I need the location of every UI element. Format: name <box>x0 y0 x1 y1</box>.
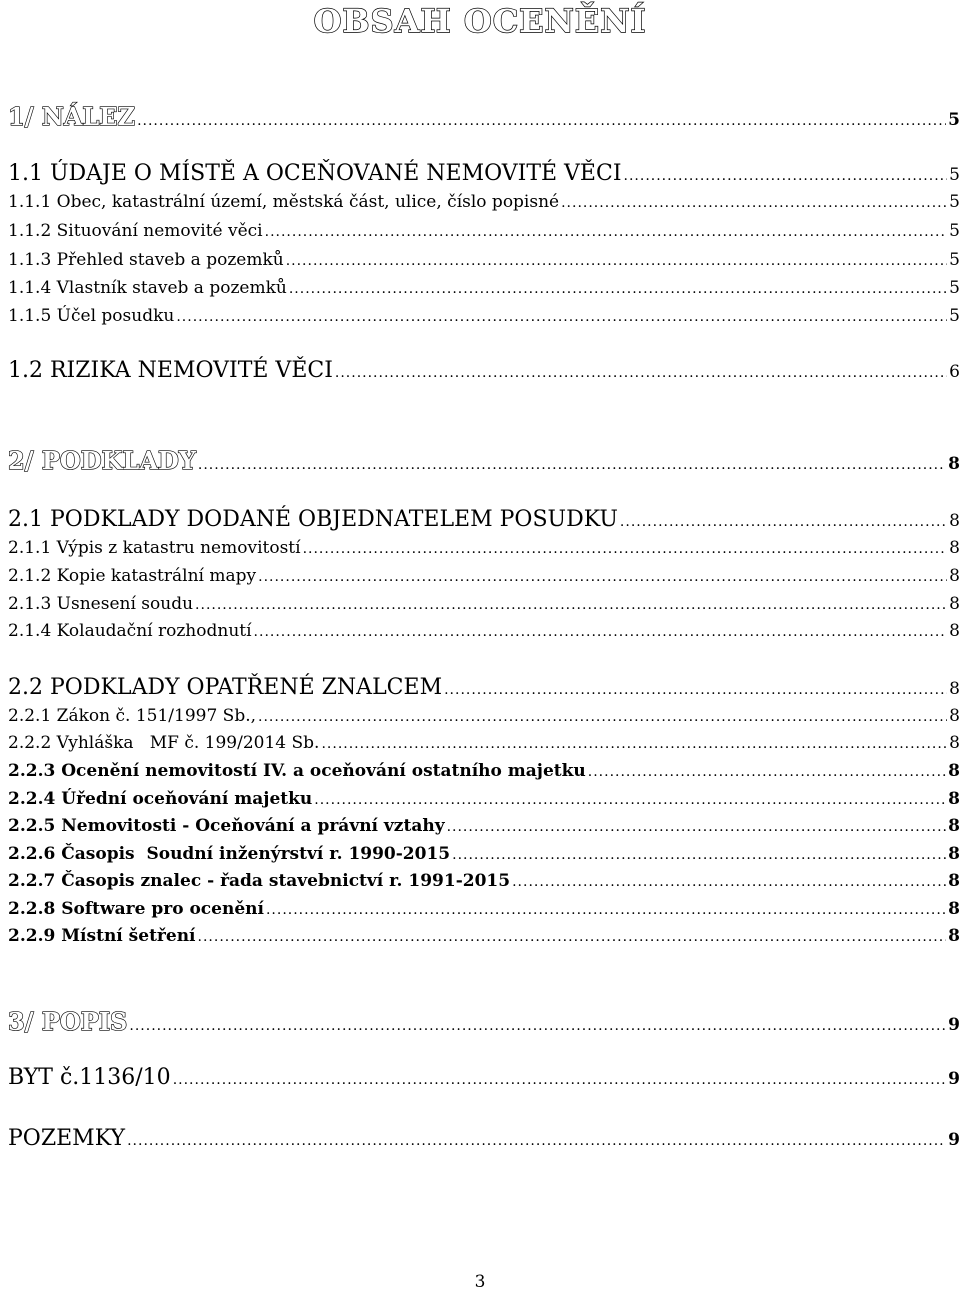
toc-entry-15 <box>8 675 960 700</box>
toc-leader <box>444 682 947 698</box>
page-number-footer: 3 <box>474 1272 486 1292</box>
toc-label: 1.1.4 Vlastník staveb a pozemků <box>8 278 287 298</box>
toc-page-number: 8 <box>948 789 960 809</box>
toc-leader <box>137 113 946 129</box>
toc-leader <box>127 1133 946 1149</box>
toc-entry-22 <box>8 871 960 891</box>
toc-label: 2.2.1 Zákon č. 151/1997 Sb., <box>8 706 257 726</box>
toc-entry-19 <box>8 789 960 809</box>
toc-leader <box>561 195 947 211</box>
toc-page-number: 8 <box>949 706 960 726</box>
toc-page-number: 8 <box>948 899 960 919</box>
toc-label: 1.1.5 Účel posudku <box>8 306 175 326</box>
toc-label: 2.1.3 Usnesení soudu <box>8 594 194 614</box>
toc-page-number: 8 <box>949 511 960 531</box>
toc-label: 2.2.2 Vyhláška MF č. 199/2014 Sb. <box>8 733 320 753</box>
toc-entry-6 <box>8 278 960 298</box>
toc-label: 3/ POPIS <box>8 1007 128 1036</box>
toc-label: 1.1 ÚDAJE O MÍSTĚ A OCEŇOVANÉ NEMOVITÉ VĚCI <box>8 161 622 186</box>
toc-entry-16 <box>8 706 960 726</box>
toc-page-number: 8 <box>948 761 960 781</box>
toc-leader <box>258 709 947 725</box>
toc-label: 2.1.4 Kolaudační rozhodnutí <box>8 621 252 641</box>
toc-page-number: 8 <box>948 816 960 836</box>
toc-label: 2.2 PODKLADY OPATŘENÉ ZNALCEM <box>8 675 443 700</box>
toc-page-number: 9 <box>948 1130 960 1150</box>
toc-leader <box>176 309 947 325</box>
toc-page-number: 5 <box>949 250 960 270</box>
toc-leader <box>286 253 947 269</box>
toc-leader <box>452 847 946 863</box>
toc-label: 1/ NÁLEZ <box>8 102 136 131</box>
toc-leader <box>303 541 948 557</box>
toc-page-number: 9 <box>948 1069 960 1089</box>
toc-page-number: 8 <box>948 871 960 891</box>
toc-label: 1.1.3 Přehled staveb a pozemků <box>8 250 284 270</box>
toc-page-number: 5 <box>949 221 960 241</box>
toc-entry-4 <box>8 221 960 241</box>
toc-leader <box>512 874 946 890</box>
toc-label: 1.1.2 Situování nemovité věci <box>8 221 263 241</box>
toc-entry-10 <box>8 507 960 532</box>
toc-entry-11 <box>8 538 960 558</box>
toc-entry-25 <box>8 1007 960 1036</box>
toc-page-number: 5 <box>949 278 960 298</box>
toc-label: 2.1.1 Výpis z katastru nemovitostí <box>8 538 301 558</box>
toc-leader <box>335 365 947 381</box>
toc-label: 2/ PODKLADY <box>8 446 196 475</box>
toc-page-number: 9 <box>948 1015 960 1035</box>
toc-leader <box>289 281 947 297</box>
toc-label: BYT č.1136/10 <box>8 1065 171 1090</box>
toc-leader <box>265 224 948 240</box>
toc-entry-23 <box>8 899 960 919</box>
toc-label: 2.2.6 Časopis Soudní inženýrství r. 1990-2015 <box>8 844 451 864</box>
toc-leader <box>266 902 946 918</box>
toc-page-number: 8 <box>948 844 960 864</box>
toc-entry-7 <box>8 306 960 326</box>
toc-entry-3 <box>8 192 960 212</box>
toc-label: POZEMKY <box>8 1126 126 1151</box>
toc-leader <box>624 168 948 184</box>
toc-label: 2.1.2 Kopie katastrální mapy <box>8 566 257 586</box>
toc-label: 2.2.4 Úřední oceňování majetku <box>8 789 313 809</box>
toc-leader <box>198 457 946 473</box>
toc-leader <box>321 736 947 752</box>
toc-leader <box>173 1072 946 1088</box>
toc-label: 2.2.9 Místní šetření <box>8 926 196 946</box>
toc-entry-8 <box>8 358 960 383</box>
toc-page-number: 8 <box>949 679 960 699</box>
toc-label: 2.2.5 Nemovitosti - Oceňování a právní vztahy <box>8 816 445 836</box>
toc-leader <box>195 597 947 613</box>
toc-page-number: 5 <box>949 192 960 212</box>
document-title: OBSAH OCENĚNÍ <box>313 2 647 40</box>
toc-leader <box>129 1018 946 1034</box>
toc-page-number: 8 <box>949 621 960 641</box>
toc-entry-26 <box>8 1065 960 1090</box>
toc-leader <box>254 624 948 640</box>
toc-entry-17 <box>8 733 960 753</box>
toc-entry-9 <box>8 446 960 475</box>
toc-entry-27 <box>8 1126 960 1151</box>
toc-leader <box>258 569 947 585</box>
toc-page-number: 8 <box>949 538 960 558</box>
toc-leader <box>620 514 947 530</box>
toc-label: 2.2.3 Ocenění nemovitostí IV. a oceňování ostatního majetku <box>8 761 586 781</box>
toc-page-number: 8 <box>949 733 960 753</box>
toc-label: 2.2.8 Software pro ocenění <box>8 899 264 919</box>
toc-page-number: 5 <box>949 165 960 185</box>
toc-label: 2.1 PODKLADY DODANÉ OBJEDNATELEM POSUDKU <box>8 507 618 532</box>
toc-entry-13 <box>8 594 960 614</box>
toc-leader <box>447 819 947 835</box>
toc-page-number: 8 <box>949 566 960 586</box>
toc-entry-20 <box>8 816 960 836</box>
toc-entry-24 <box>8 926 960 946</box>
toc-page-number: 5 <box>949 306 960 326</box>
toc-entry-1 <box>8 102 960 131</box>
toc-entry-18 <box>8 761 960 781</box>
toc-entry-14 <box>8 621 960 641</box>
toc-leader <box>314 792 946 808</box>
toc-label: 2.2.7 Časopis znalec - řada stavebnictví r. 1991-2015 <box>8 871 511 891</box>
toc-leader <box>588 764 946 780</box>
toc-page-number: 5 <box>948 110 960 130</box>
toc-entry-2 <box>8 161 960 186</box>
toc-page-number: 8 <box>948 454 960 474</box>
toc-entry-12 <box>8 566 960 586</box>
toc-leader <box>198 929 947 945</box>
toc-page-number: 8 <box>948 926 960 946</box>
toc-label: 1.1.1 Obec, katastrální území, městská část, ulice, číslo popisné <box>8 192 560 212</box>
toc-page-number: 6 <box>949 362 960 382</box>
toc-label: 1.2 RIZIKA NEMOVITÉ VĚCI <box>8 358 333 383</box>
toc-page-number: 8 <box>949 594 960 614</box>
toc-entry-5 <box>8 250 960 270</box>
toc-entry-21 <box>8 844 960 864</box>
